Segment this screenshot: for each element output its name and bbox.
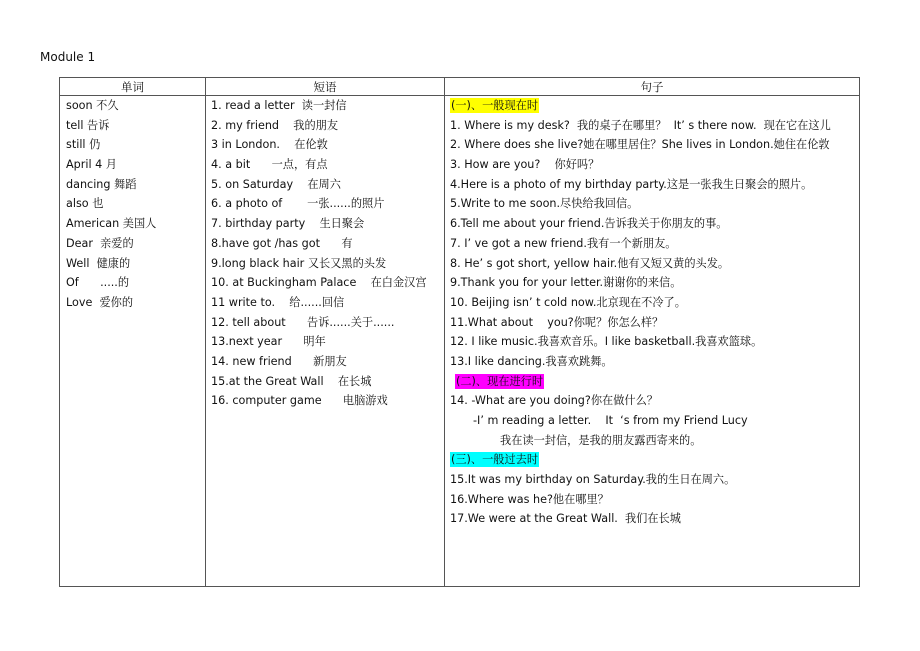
sentence-item: 2. Where does she live?她在哪里居住？She lives in London.她住在伦敦 xyxy=(450,138,830,152)
word-item: Of .....的 xyxy=(66,276,130,290)
sentence-item: 9.Thank you for your letter.谢谢你的来信。 xyxy=(450,276,682,290)
word-item: still 仍 xyxy=(66,138,101,152)
word-item: dancing 舞蹈 xyxy=(66,177,137,191)
phrase-item: 6. a photo of 一张......的照片 xyxy=(211,197,385,211)
sentence-item: 我在读一封信，是我的朋友露西寄来的。 xyxy=(500,433,702,447)
sentence-item: 1. Where is my desk? 我的桌子在哪里？ It’ s there now. 现在它在这儿 xyxy=(450,118,831,132)
sentence-item: 15.It was my birthday on Saturday.我的生日在周六。 xyxy=(450,473,736,487)
header-sentences: 句子 xyxy=(445,78,860,96)
word-item: American 美国人 xyxy=(66,217,157,231)
sentence-item: 13.I like dancing.我喜欢跳舞。 xyxy=(450,354,613,368)
phrase-item: 5. on Saturday 在周六 xyxy=(211,177,341,191)
sentences-cell xyxy=(445,96,860,587)
word-item: tell 告诉 xyxy=(66,118,110,132)
sentence-item: 17.We were at the Great Wall. 我们在长城 xyxy=(450,512,681,526)
words-cell xyxy=(60,96,206,587)
phrase-item: 9.long black hair 又长又黑的头发 xyxy=(211,256,387,270)
phrase-item: 1. read a letter 读一封信 xyxy=(211,99,347,112)
section-heading-present-simple xyxy=(445,96,859,116)
sentence-item: 16.Where was he?他在哪里？ xyxy=(450,492,609,506)
vocabulary-table xyxy=(59,77,860,587)
word-item: soon 不久 xyxy=(66,99,119,112)
sentence-item: 7. I’ ve got a new friend.我有一个新朋友。 xyxy=(450,236,677,250)
sentence-item: 5.Write to me soon.尽快给我回信。 xyxy=(450,197,639,211)
phrases-cell xyxy=(206,96,445,587)
header-words: 单词 xyxy=(60,78,206,96)
highlight-present-continuous: (二)、现在进行时 xyxy=(456,374,544,388)
word-item: Well 健康的 xyxy=(66,256,131,270)
phrase-item: 16. computer game 电脑游戏 xyxy=(211,394,388,408)
phrase-item: 4. a bit 一点，有点 xyxy=(211,158,328,172)
content-row xyxy=(60,96,860,587)
section-heading-present-continuous xyxy=(445,372,859,392)
phrase-item: 15.at the Great Wall 在长城 xyxy=(211,374,372,388)
phrase-item: 3 in London. 在伦敦 xyxy=(211,138,328,152)
sentence-item: 8. He’ s got short, yellow hair.他有又短又黄的头发。 xyxy=(450,256,730,270)
word-item: April 4 月 xyxy=(66,158,117,172)
header-phrases: 短语 xyxy=(206,78,445,96)
sentence-item: 10. Beijing isn’ t cold now.北京现在不冷了。 xyxy=(450,295,686,309)
sentence-item: 4.Here is a photo of my birthday party.这是一张我生日聚会的照片。 xyxy=(450,177,813,191)
phrase-item: 10. at Buckingham Palace 在白金汉宫 xyxy=(211,276,427,290)
phrase-item: 7. birthday party 生日聚会 xyxy=(211,217,365,231)
highlight-past-simple: (三)、一般过去时 xyxy=(451,453,539,467)
word-item: Dear 亲爱的 xyxy=(66,236,134,250)
sentence-item: 3. How are you? 你好吗？ xyxy=(450,158,600,172)
phrase-item: 2. my friend 我的朋友 xyxy=(211,118,339,132)
sentence-item: 11.What about you?你呢？你怎么样？ xyxy=(450,315,664,329)
phrase-item: 11 write to. 给......回信 xyxy=(211,295,345,309)
module-title: Module 1 xyxy=(40,50,96,64)
phrase-item: 12. tell about 告诉......关于...... xyxy=(211,315,395,329)
phrase-item: 8.have got /has got 有 xyxy=(211,236,353,250)
phrase-item: 13.next year 明年 xyxy=(211,335,326,349)
word-item: Love 爱你的 xyxy=(66,295,134,309)
phrase-item: 14. new friend 新朋友 xyxy=(211,354,347,368)
sentence-item: -I’ m reading a letter. It ‘s from my Friend Lucy xyxy=(473,414,748,427)
sentence-item: 12. I like music.我喜欢音乐。I like basketball.我喜欢篮球。 xyxy=(450,335,763,349)
header-row xyxy=(60,78,860,96)
section-heading-past-simple xyxy=(445,450,859,470)
sentence-item: 14. -What are you doing?你在做什么？ xyxy=(450,394,658,408)
highlight-present-simple: (一)、一般现在时 xyxy=(451,99,539,112)
sentence-item: 6.Tell me about your friend.告诉我关于你朋友的事。 xyxy=(450,217,728,231)
word-item: also 也 xyxy=(66,197,104,211)
